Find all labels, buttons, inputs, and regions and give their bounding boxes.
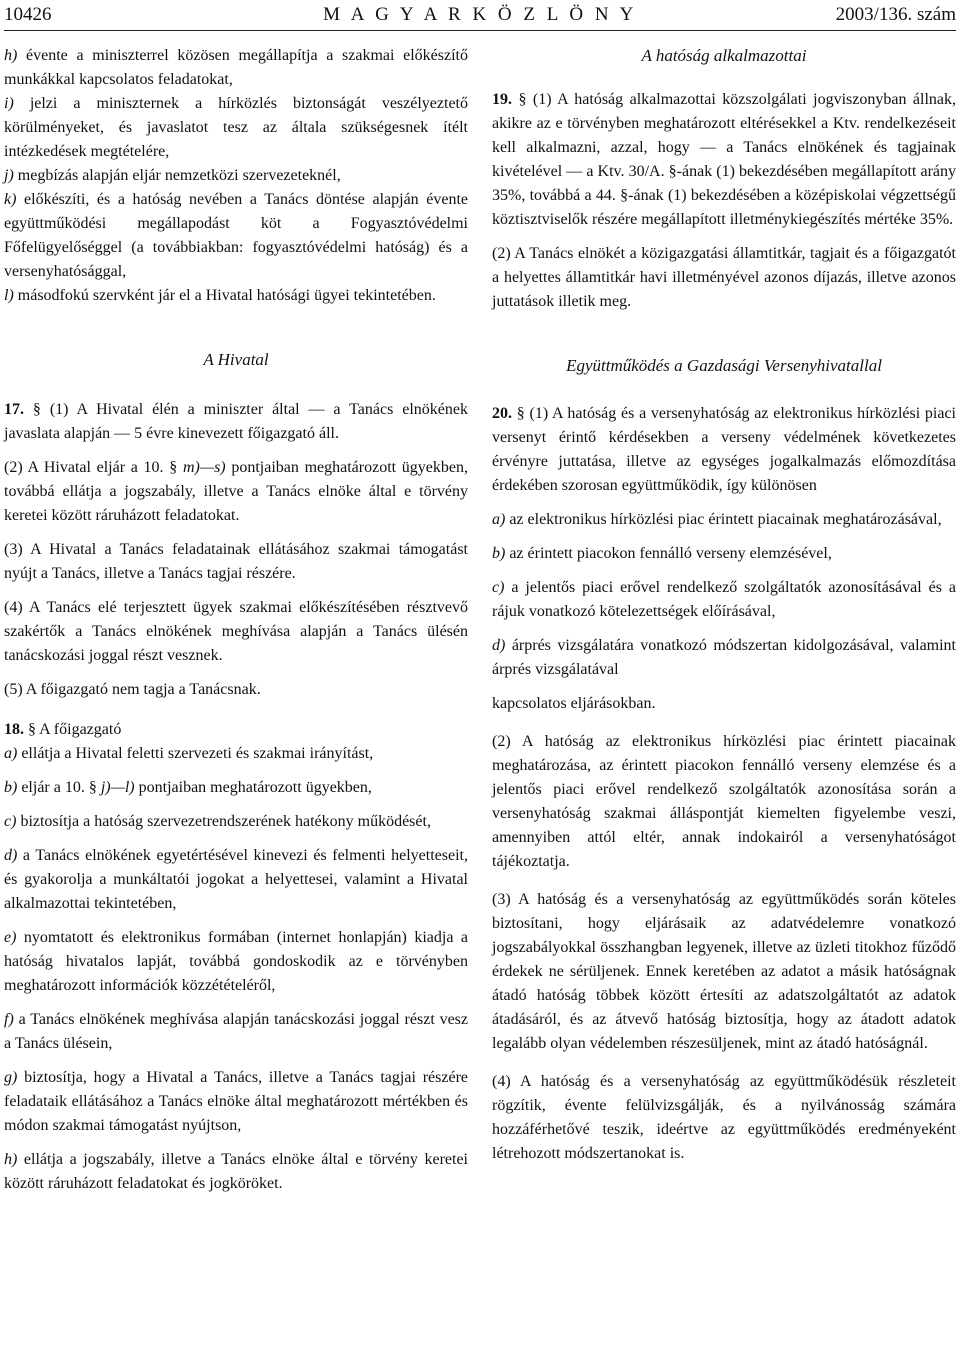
section-19-p1: 19. § (1) A hatóság alkalmazottai közszolgálati jogviszonyban állnak, akikre az e törvényben meghatározott eltérésekkel a Ktv. rendelkezéseit kell alkalmazni, azzal, hogy — a Tanács elnökének és tagjainak kivételével — a Ktv. 30/A. §-ának (1) bekezdésében megállapított arány 35%, továbbá a 44. §-ának (1) bekezdésében a középiskolai végzettségű köztisztviselők részére megállapított illetménykiegészítés mértéke 35%.	[492, 91, 957, 228]
section-18-b: b) eljár a 10. § j)—l) pontjaiban meghatározott ügyekben,	[4, 779, 372, 796]
section-17-p4: (4) A Tanács elé terjesztett ügyek szakmai előkészítésében résztvevő szakértők a Tanács elnökének meghívása alapján a Tanács ülésén tanácskozási joggal részt vesznek.	[4, 599, 468, 664]
header-divider	[4, 30, 956, 31]
item-k: k) előkészíti, és a hatóság nevében a Tanács döntése alapján évente együttműködési megállapodást köt a Fogyasztóvédelmi Főfelügyelőséggel (a továbbiakban: fogyasztóvédelmi hatóság) és a versenyhatósággal,	[4, 191, 469, 280]
section-18-a: a) ellátja a Hivatal feletti szervezeti és szakmai irányítást,	[4, 745, 374, 762]
item-h: h) évente a miniszterrel közösen megállapítja a szakmai előkészítő munkákkal kapcsolatos feladatokat,	[4, 47, 468, 88]
section-20-a: a) az elektronikus hírközlési piac érintett piacainak meghatározásával,	[492, 511, 942, 528]
page-header	[4, 2, 956, 28]
heading-egyuttmukodes: Együttműködés a Gazdasági Versenyhivatallal	[566, 356, 882, 375]
heading-hivatal: A Hivatal	[203, 350, 269, 369]
issue-number: 2003/136. szám	[835, 4, 956, 25]
page-number: 10426	[4, 4, 52, 25]
section-18-e: e) nyomtatott és elektronikus formában (internet honlapján) kiadja a hatóság hivatalos lapját, továbbá gondoskodik az e törvényben meghatározott információk közzétételéről,	[4, 929, 468, 994]
section-17-p3: (3) A Hivatal a Tanács feladatainak ellátásához szakmai támogatást nyújt a Tanács, illetve a Tanács tagjai részére.	[4, 541, 468, 582]
section-17-p5: (5) A főigazgató nem tagja a Tanácsnak.	[4, 681, 261, 698]
section-20-d: d) árprés vizsgálatára vonatkozó módszertan kidolgozásával, valamint árprés vizsgálatával	[492, 637, 957, 678]
section-20-b: b) az érintett piacokon fennálló verseny elemzésével,	[492, 545, 832, 562]
section-18-c: c) biztosítja a hatóság szervezetrendszerének hatékony működését,	[4, 813, 431, 830]
item-i: i) jelzi a miniszternek a hírközlés biztonságát veszélyeztető körülményeket, és javaslatot tesz az általa szükségesnek ítélt intézkedések megtételére,	[4, 95, 469, 160]
section-18-g: g) biztosítja, hogy a Hivatal a Tanács, illetve a Tanács tagjai részére feladataik ellátásához a Tanács elnöke által meghatározott mértékben és módon szakmai támogatást nyújtson,	[4, 1069, 469, 1134]
item-j: j) megbízás alapján eljár nemzetközi szervezeteknél,	[4, 167, 341, 184]
right-column	[492, 44, 956, 1166]
heading-alkalmazottai: A hatóság alkalmazottai	[641, 46, 807, 65]
section-18-intro: 18. § A főigazgató	[4, 721, 122, 738]
section-18-d: d) a Tanács elnökének egyetértésével kinevezi és felmenti helyetteseit, és gyakorolja a munkáltatói jogokat a helyettesei, valamint a Hivatal alkalmazottai tekintetében,	[4, 847, 468, 912]
section-18-f: f) a Tanács elnökének meghívása alapján tanácskozási joggal részt vesz a Tanács ülésein,	[4, 1011, 469, 1052]
section-18-h: h) ellátja a jogszabály, illetve a Tanács elnöke által e törvény keretei között ráruházott feladatokat és jogköröket.	[4, 1151, 469, 1192]
section-17-p2: (2) A Hivatal eljár a 10. § m)—s) pontjaiban meghatározott ügyekben, továbbá ellátja a jogszabály, illetve a Tanács elnöke által e törvény keretei között ráruházott feladatokat.	[4, 459, 469, 524]
left-column	[4, 44, 468, 1196]
section-20-p3: (3) A hatóság és a versenyhatóság az együttműködés során köteles biztosítani, hogy eljárásaik az adatvédelemre vonatkozó jogszabályokkal összhangban legyenek, illetve az üzleti titokhoz fűződő érdekek ne sérüljenek. Ennek keretében az adatot a másik hatóságnak átadó hatóság többek között értesíti az adatszolgáltatót az adatok átadásáról, és az átvevő hatóság biztosítja, hogy az átadott adatok legalább olyan védelemben részesüljenek, mint az átadó hatóságnál.	[492, 891, 956, 1052]
section-20-p1: 20. § (1) A hatóság és a versenyhatóság az elektronikus hírközlési piaci versenyt érintő kérdésekben a verseny védelmének következetes érvényre juttatása, illetve az egységes jogalkalmazás előmozdítása érdekében szorosan együttműködik, így különösen	[492, 405, 956, 494]
section-20-p4: (4) A hatóság és a versenyhatóság az együttműködésük részleteit rögzítik, évente felülvizsgálják, és a nyilvánosság számára hozzáférhetővé teszik, ideértve az együttműködés eredményeként létrehozott módszertanokat is.	[492, 1073, 956, 1162]
journal-title: M A G Y A R K Ö Z L Ö N Y	[323, 4, 637, 25]
item-l: l) másodfokú szervként jár el a Hivatal hatósági ügyei tekintetében.	[4, 287, 436, 304]
section-20-tail: kapcsolatos eljárásokban.	[492, 695, 656, 712]
section-20-c: c) a jelentős piaci erővel rendelkező szolgáltatók azonosításával és a rájuk vonatkozó kötelezettségek előírásával,	[492, 579, 957, 620]
section-19-p2: (2) A Tanács elnökét a közigazgatási államtitkár, tagjait és a főigazgatót a helyettes államtitkár havi illetményével azonos díjazás, illetve azonos juttatások illetik meg.	[492, 245, 956, 310]
section-20-p2: (2) A hatóság az elektronikus hírközlési piac érintett piacainak meghatározása, az érintett piacokon fennálló verseny elemzése és a jelentős piaci erővel rendelkező szolgáltatók azonosítása során a versenyhatóság szakmai álláspontját kiemelten figyelembe veszi, amennyiben attól eltér, annak indokairól a versenyhatóságot tájékoztatja.	[492, 733, 956, 870]
section-17-p1: 17. § (1) A Hivatal élén a miniszter által — a Tanács elnökének javaslata alapján — 5 évre kinevezett főigazgató áll.	[4, 401, 468, 442]
